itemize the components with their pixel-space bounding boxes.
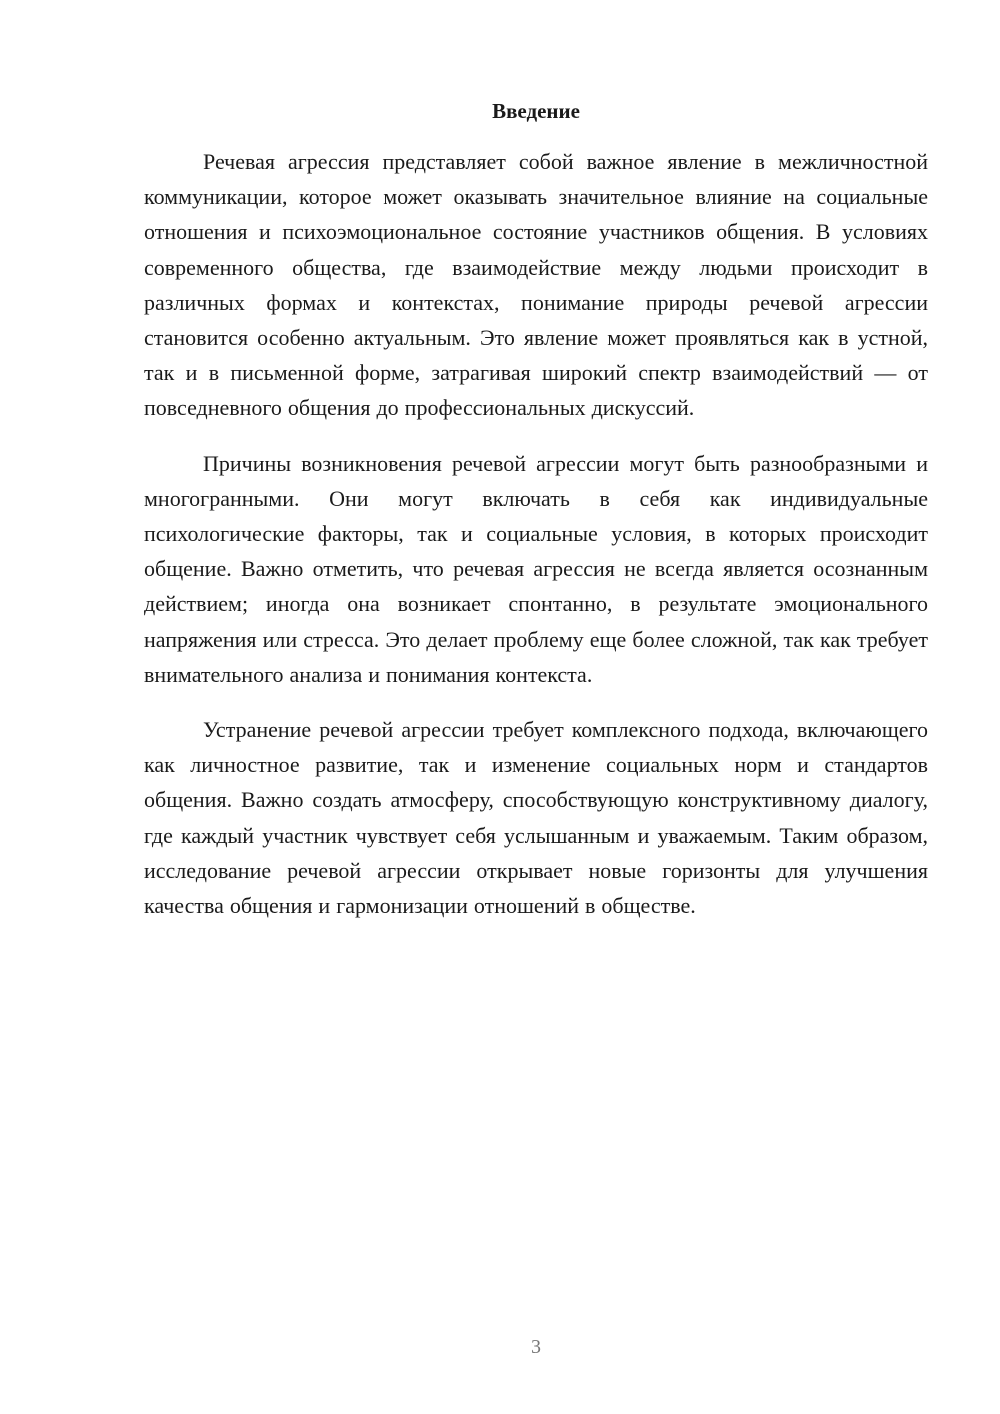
section-heading: Введение: [492, 99, 580, 123]
paragraph-1: Речевая агрессия представляет собой важное явление в межличностной коммуникации, которое может оказывать значительное влияние на социальные отношения и психоэмоциональное состояние участников общения. В условиях современного общества, где взаимодействие между людьми происходит в различных формах и контекстах, понимание природы речевой агрессии становится особенно актуальным. Это явление может проявляться как в устной, так и в письменной форме, затрагивая широкий спектр взаимодействий — от повседневного общения до профессиональных дискуссий.: [144, 149, 928, 421]
page-number: 3: [531, 1336, 541, 1358]
paragraph-3: Устранение речевой агрессии требует комплексного подхода, включающего как личностное развитие, так и изменение социальных норм и стандартов общения. Важно создать атмосферу, способствующую конструктивному диалогу, где каждый участник чувствует себя услышанным и уважаемым. Таким образом, исследование речевой агрессии открывает новые горизонты для улучшения качества общения и гармонизации отношений в обществе.: [144, 717, 928, 919]
body-text: [144, 144, 928, 943]
paragraph-2: Причины возникновения речевой агрессии могут быть разнообразными и многогранными. Они могут включать в себя как индивидуальные психологические факторы, так и социальные условия, в которых происходит общение. Важно отметить, что речевая агрессия не всегда является осознанным действием; иногда она возникает спонтанно, в результате эмоционального напряжения или стресса. Это делает проблему еще более сложной, так как требует внимательного анализа и понимания контекста.: [144, 450, 928, 687]
